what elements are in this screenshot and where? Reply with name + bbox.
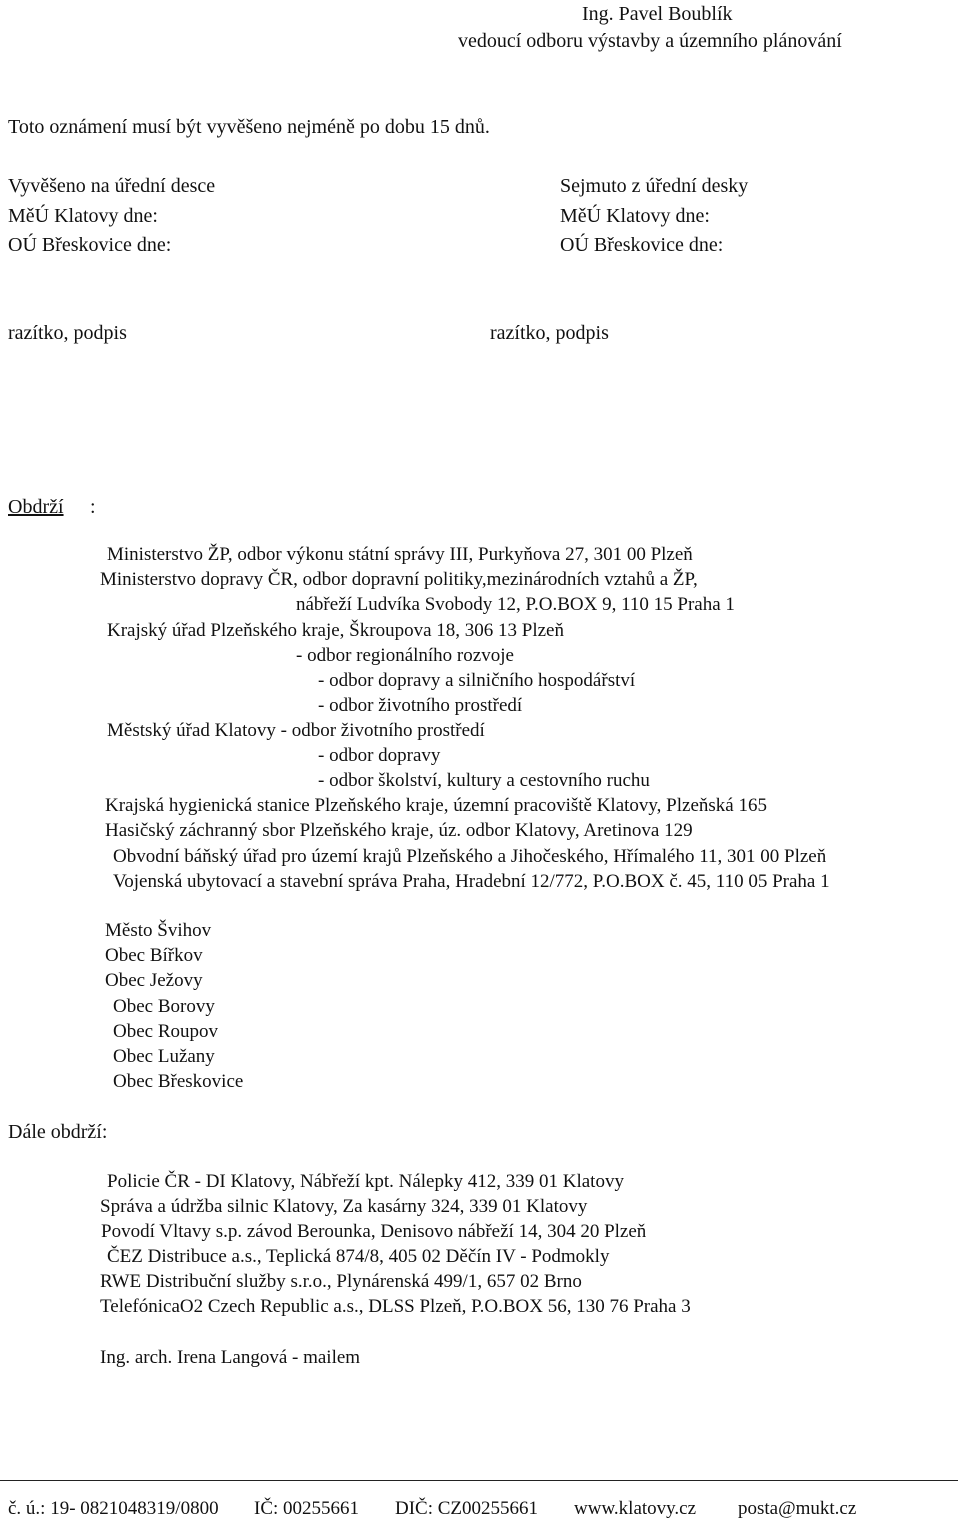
municipality-item: Obec Lužany bbox=[113, 1046, 215, 1067]
notice-text: Toto oznámení musí být vyvěšeno nejméně po dobu 15 dnů. bbox=[8, 116, 490, 138]
municipality-item: Obec Bířkov bbox=[105, 945, 203, 966]
further-recipients-label: Dále obdrží: bbox=[8, 1121, 108, 1143]
footer-dic: DIČ: CZ00255661 bbox=[395, 1498, 539, 1519]
email-recipient: Ing. arch. Irena Langová - mailem bbox=[100, 1347, 361, 1368]
recipient-line: Městský úřad Klatovy - odbor životního prostředí bbox=[107, 720, 485, 741]
removed-line-vreskovice: OÚ Břeskovice dne: bbox=[560, 234, 724, 256]
footer-bank-account: č. ú.: 19- 0821048319/0800 bbox=[8, 1498, 219, 1519]
recipient-line: nábřeží Ludvíka Svobody 12, P.O.BOX 9, 110 15 Praha 1 bbox=[296, 594, 735, 615]
recipient-line: - odbor regionálního rozvoje bbox=[296, 645, 514, 666]
municipality-item: Obec Břeskovice bbox=[113, 1071, 244, 1092]
footer-divider bbox=[0, 1480, 958, 1481]
further-recipient-line: ČEZ Distribuce a.s., Teplická 874/8, 405 02 Děčín IV - Podmokly bbox=[107, 1246, 610, 1267]
recipient-line: Hasičský záchranný sbor Plzeňského kraje, úz. odbor Klatovy, Aretinova 129 bbox=[105, 820, 693, 841]
recipient-line: Vojenská ubytovací a stavební správa Praha, Hradební 12/772, P.O.BOX č. 45, 110 05 Praha 1 bbox=[113, 871, 830, 892]
recipient-line: - odbor dopravy bbox=[318, 745, 441, 766]
footer-email-link[interactable]: posta@mukt.cz bbox=[738, 1498, 857, 1519]
municipality-item: Obec Roupov bbox=[113, 1021, 219, 1042]
further-recipient-line: TelefónicaO2 Czech Republic a.s., DLSS Plzeň, P.O.BOX 56, 130 76 Praha 3 bbox=[100, 1296, 691, 1317]
municipality-item: Obec Ježovy bbox=[105, 970, 203, 991]
municipality-item: Město Švihov bbox=[105, 920, 212, 941]
municipality-item: Obec Borovy bbox=[113, 996, 215, 1017]
signature-name: Ing. Pavel Boublík bbox=[582, 3, 733, 25]
further-recipient-line: RWE Distribuční služby s.r.o., Plynárenská 499/1, 657 02 Brno bbox=[100, 1271, 582, 1292]
removed-stamp: razítko, podpis bbox=[490, 322, 609, 344]
recipient-line: Ministerstvo ŽP, odbor výkonu státní správy III, Purkyňova 27, 301 00 Plzeň bbox=[107, 544, 693, 565]
posted-stamp: razítko, podpis bbox=[8, 322, 127, 344]
posted-line-klatovy: MěÚ Klatovy dne: bbox=[8, 205, 158, 227]
recipient-line: Obvodní báňský úřad pro území krajů Plzeňského a Jihočeského, Hřímalého 11, 301 00 Plzeň bbox=[113, 846, 827, 867]
recipient-line: Krajská hygienická stanice Plzeňského kraje, územní pracoviště Klatovy, Plzeňská 165 bbox=[105, 795, 767, 816]
recipients-label: Obdrží bbox=[8, 496, 64, 518]
recipient-line: Ministerstvo dopravy ČR, odbor dopravní politiky,mezinárodních vztahů a ŽP, bbox=[100, 569, 698, 590]
footer-ic: IČ: 00255661 bbox=[254, 1498, 360, 1519]
further-recipient-line: Povodí Vltavy s.p. závod Berounka, Denisovo nábřeží 14, 304 20 Plzeň bbox=[101, 1221, 647, 1242]
signature-position: vedoucí odboru výstavby a územního plánování bbox=[458, 30, 842, 52]
posted-title: Vyvěšeno na úřední desce bbox=[8, 175, 216, 197]
footer-website-link[interactable]: www.klatovy.cz bbox=[574, 1498, 697, 1519]
posted-line-vreskovice: OÚ Břeskovice dne: bbox=[8, 234, 172, 256]
recipient-line: - odbor školství, kultury a cestovního ruchu bbox=[318, 770, 650, 791]
further-recipient-line: Policie ČR - DI Klatovy, Nábřeží kpt. Nálepky 412, 339 01 Klatovy bbox=[107, 1171, 624, 1192]
removed-title: Sejmuto z úřední desky bbox=[560, 175, 749, 197]
recipients-colon: : bbox=[90, 496, 96, 518]
recipient-line: Krajský úřad Plzeňského kraje, Škroupova 18, 306 13 Plzeň bbox=[107, 620, 564, 641]
further-recipient-line: Správa a údržba silnic Klatovy, Za kasárny 324, 339 01 Klatovy bbox=[100, 1196, 588, 1217]
recipient-line: - odbor dopravy a silničního hospodářství bbox=[318, 670, 636, 691]
recipient-line: - odbor životního prostředí bbox=[318, 695, 523, 716]
removed-line-klatovy: MěÚ Klatovy dne: bbox=[560, 205, 710, 227]
